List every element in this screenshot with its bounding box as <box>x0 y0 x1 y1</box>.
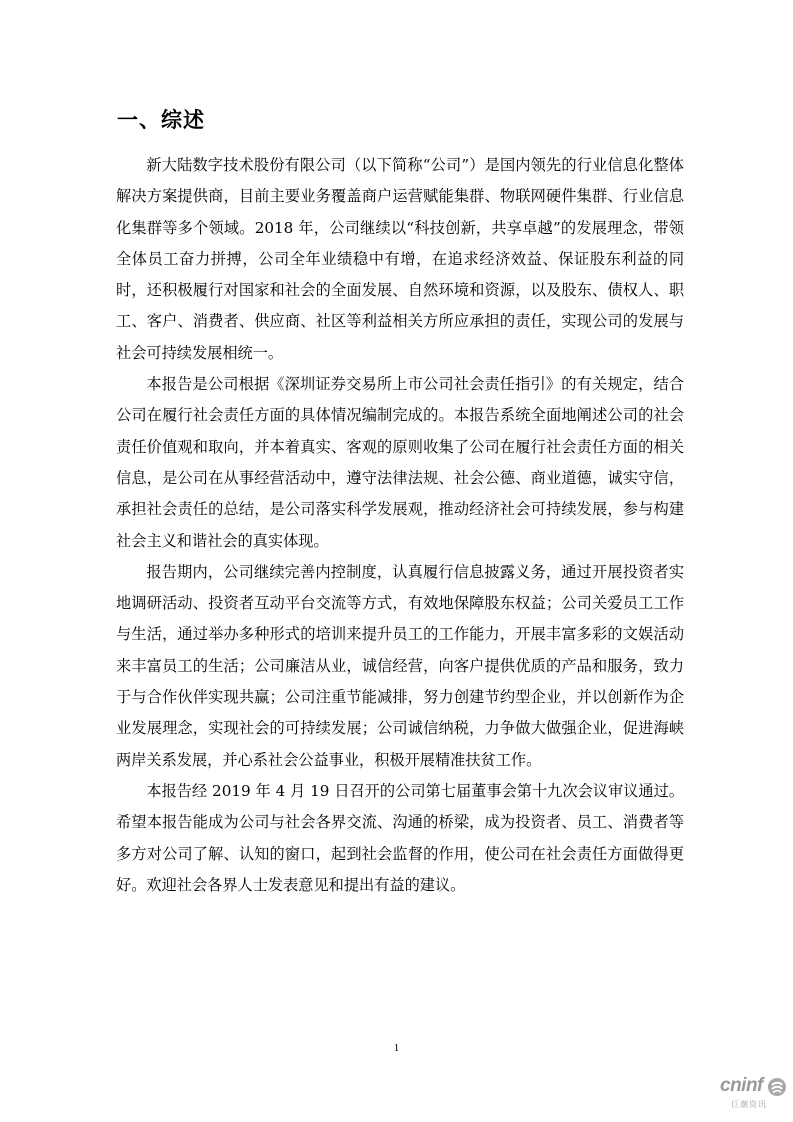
watermark-wordmark: cninf <box>720 1075 763 1096</box>
paragraph-report-basis: 本报告是公司根据《深圳证券交易所上市公司社会责任指引》的有关规定，结合公司在履行社会责任方面的具体情况编制完成的。本报告系统全面地阐述公司的社会责任价值观和取向，并本着真实、客观的原则收集了公司在履行社会责任方面的相关信息，是公司在从事经营活动中，遵守法律法规、社会公德、商业道德，诚实守信，承担社会责任的总结，是公司落实科学发展观，推动经济社会可持续发展，参与构建社会主义和谐社会的真实体现。 <box>116 375 684 550</box>
watermark-subtitle: 巨潮资讯 <box>731 1100 767 1109</box>
page-number: 1 <box>393 1042 400 1054</box>
body-text <box>116 150 684 901</box>
cninf-watermark <box>718 1075 788 1119</box>
section-heading: 一、综述 <box>117 108 205 132</box>
paragraph-report-period: 报告期内，公司继续完善内控制度，认真履行信息披露义务，通过开展投资者实地调研活动、投资者互动平台交流等方式，有效地保障股东权益；公司关爱员工工作与生活，通过举办多种形式的培训来提升员工的工作能力，开展丰富多彩的文娱活动来丰富员工的生活；公司廉洁从业，诚信经营，向客户提供优质的产品和服务，致力于与合作伙伴实现共赢；公司注重节能减排，努力创建节约型企业，并以创新作为企业发展理念，实现社会的可持续发展；公司诚信纳税，力争做大做强企业，促进海峡两岸关系发展，并心系社会公益事业，积极开展精准扶贫工作。 <box>116 562 684 769</box>
paragraph-approval: 本报告经 2019 年 4 月 19 日召开的公司第七届董事会第十九次会议审议通过。希望本报告能成为公司与社会各界交流、沟通的桥梁，成为投资者、员工、消费者等多方对公司了解、认知的窗口，起到社会监督的作用，使公司在社会责任方面做得更好。欢迎社会各界人士发表意见和提出有益的建议。 <box>116 781 684 894</box>
paragraph-overview: 新大陆数字技术股份有限公司（以下简称“公司”）是国内领先的行业信息化整体解决方案提供商，目前主要业务覆盖商户运营赋能集群、物联网硬件集群、行业信息化集群等多个领域。2018 年，公司继续以“科技创新，共享卓越”的发展理念，带领全体员工奋力拼搏，公司全年业绩稳中有增，在追求经济效益、保证股东利益的同时，还积极履行对国家和社会的全面发展、自然环境和资源，以及股东、债权人、职工、客户、消费者、供应商、社区等利益相关方所应承担的责任，实现公司的发展与社会可持续发展相统一。 <box>116 156 684 362</box>
cninf-logo-icon <box>767 1077 787 1097</box>
